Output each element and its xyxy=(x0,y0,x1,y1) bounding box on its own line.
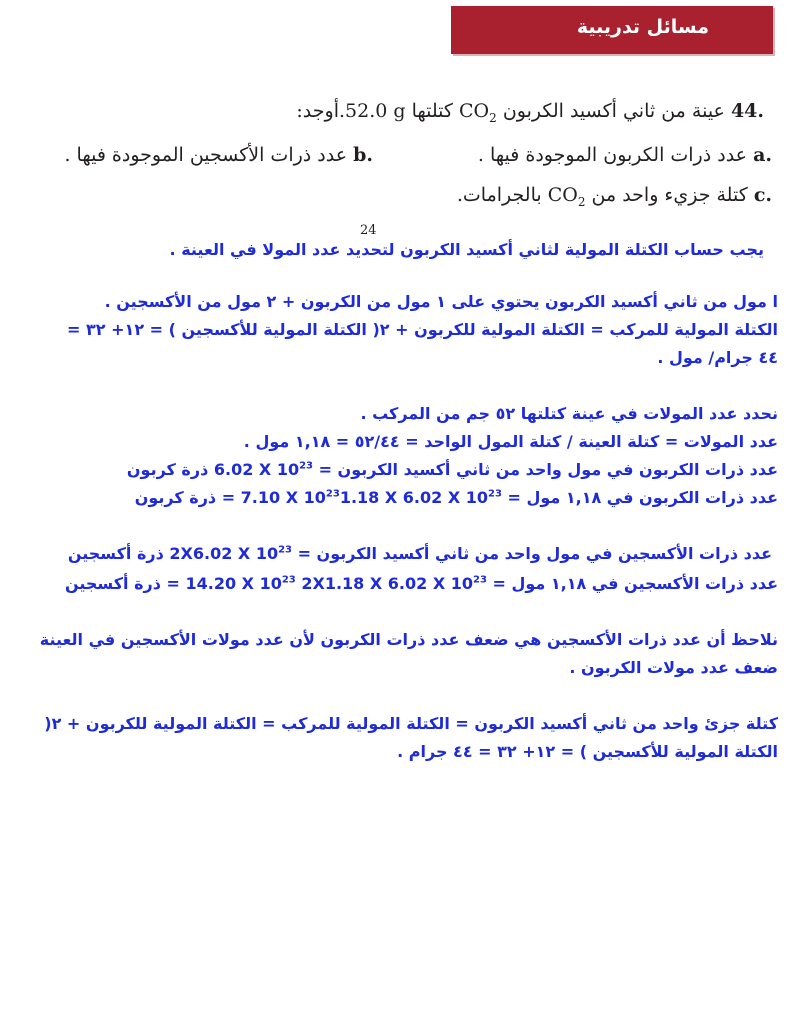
part-c-text: كتلة جزيء واحد من xyxy=(591,184,748,206)
part-a xyxy=(478,144,772,166)
answer-line: عدد ذرات الأكسجين في ١,١٨ مول = 2X1.18 X 6.02 X $10^{23} = 14.20$ X $10^{23}$ ذرة أكسجين xyxy=(64,574,778,593)
question-text-middle: كتلتها xyxy=(411,100,453,122)
question-text: عينة من ثاني أكسيد الكربون xyxy=(502,100,725,122)
answer-line: عدد ذرات الكربون في مول واحد من ثاني أكسيد الكربون = 6.02 X $10^{23}$ ذرة كربون xyxy=(126,460,778,479)
part-b-label: b. xyxy=(353,144,373,166)
formula-co2: $CO_2$ xyxy=(459,100,497,125)
answer-line: كتلة جزئ واحد من ثاني أكسيد الكربون = الكتلة المولية للمركب = الكتلة المولية للكربون + ٢( xyxy=(44,714,778,733)
question-line xyxy=(296,100,764,125)
oxygen-atoms-per-mol: 2X6.02 X $10^{23}$ xyxy=(169,544,292,563)
carbon-atoms-calc: 1.18 X 6.02 X $10^{23}$ xyxy=(339,488,502,507)
answer-intro: يجب حساب الكتلة المولية لثاني أكسيد الكربون لتحديد عدد المولا في العينة . xyxy=(169,240,764,259)
sample-mass: 52.0 g xyxy=(345,100,406,122)
part-c xyxy=(457,184,772,209)
oxygen-atoms-result: = 14.20 X $10^{23}$ xyxy=(166,574,296,593)
carbon-atoms-per-mol: 6.02 X $10^{23}$ xyxy=(213,460,313,479)
answer-line: نحدد عدد المولات في عينة كتلتها ٥٢ جم من المركب . xyxy=(360,404,778,423)
answer-line: الكتلة المولية للأكسجين ) = ١٢+ ٣٢ = ٤٤ جرام . xyxy=(397,742,778,761)
section-header-banner xyxy=(451,6,773,54)
part-a-text: عدد ذرات الكربون الموجودة فيها . xyxy=(477,144,748,166)
part-b xyxy=(64,144,373,166)
answer-line: ضعف عدد مولات الكربون . xyxy=(569,658,778,677)
part-c-text-after: بالجرامات. xyxy=(456,184,542,206)
cropped-page-number: 24 xyxy=(360,223,377,238)
answer-line: عدد ذرات الأكسجين في مول واحد من ثاني أكسيد الكربون = 2X6.02 X $10^{23}$ ذرة أكسجين xyxy=(67,544,772,563)
answer-line: عدد ذرات الكربون في ١,١٨ مول = 1.18 X 6.02 X $10^{23}= 7.10$ X $10^{23}$ ذرة كربون xyxy=(134,488,778,507)
answer-line: ٤٤ جرام/ مول . xyxy=(657,348,778,367)
answer-line: ا مول من ثاني أكسيد الكربون يحتوي على ١ مول من الكربون + ٢ مول من الأكسجين . xyxy=(104,292,778,311)
carbon-atoms-result: = 7.10 X $10^{23}$ xyxy=(221,488,340,507)
section-title: مسائل تدريبية xyxy=(576,16,709,38)
part-b-text: عدد ذرات الأكسجين الموجودة فيها . xyxy=(64,144,348,166)
answer-line: الكتلة المولية للمركب = الكتلة المولية للكربون + ٢( الكتلة المولية للأكسجين ) = ١٢+ ٣٢ = xyxy=(67,320,778,339)
part-c-label: c. xyxy=(753,184,772,206)
oxygen-atoms-calc: 2X1.18 X 6.02 X $10^{23}$ xyxy=(301,574,487,593)
answer-line: عدد المولات = كتلة العينة / كتلة المول الواحد = ٥٢/٤٤ = ١,١٨ مول . xyxy=(243,432,778,451)
answer-line: نلاحظ أن عدد ذرات الأكسجين هي ضعف عدد ذرات الكربون لأن عدد مولات الأكسجين في العينة xyxy=(39,630,778,649)
question-text-after: .أوجد: xyxy=(296,100,346,122)
part-a-label: a. xyxy=(753,144,772,166)
question-number: 44. xyxy=(730,100,764,122)
part-c-formula: $CO_2$ xyxy=(547,184,586,209)
